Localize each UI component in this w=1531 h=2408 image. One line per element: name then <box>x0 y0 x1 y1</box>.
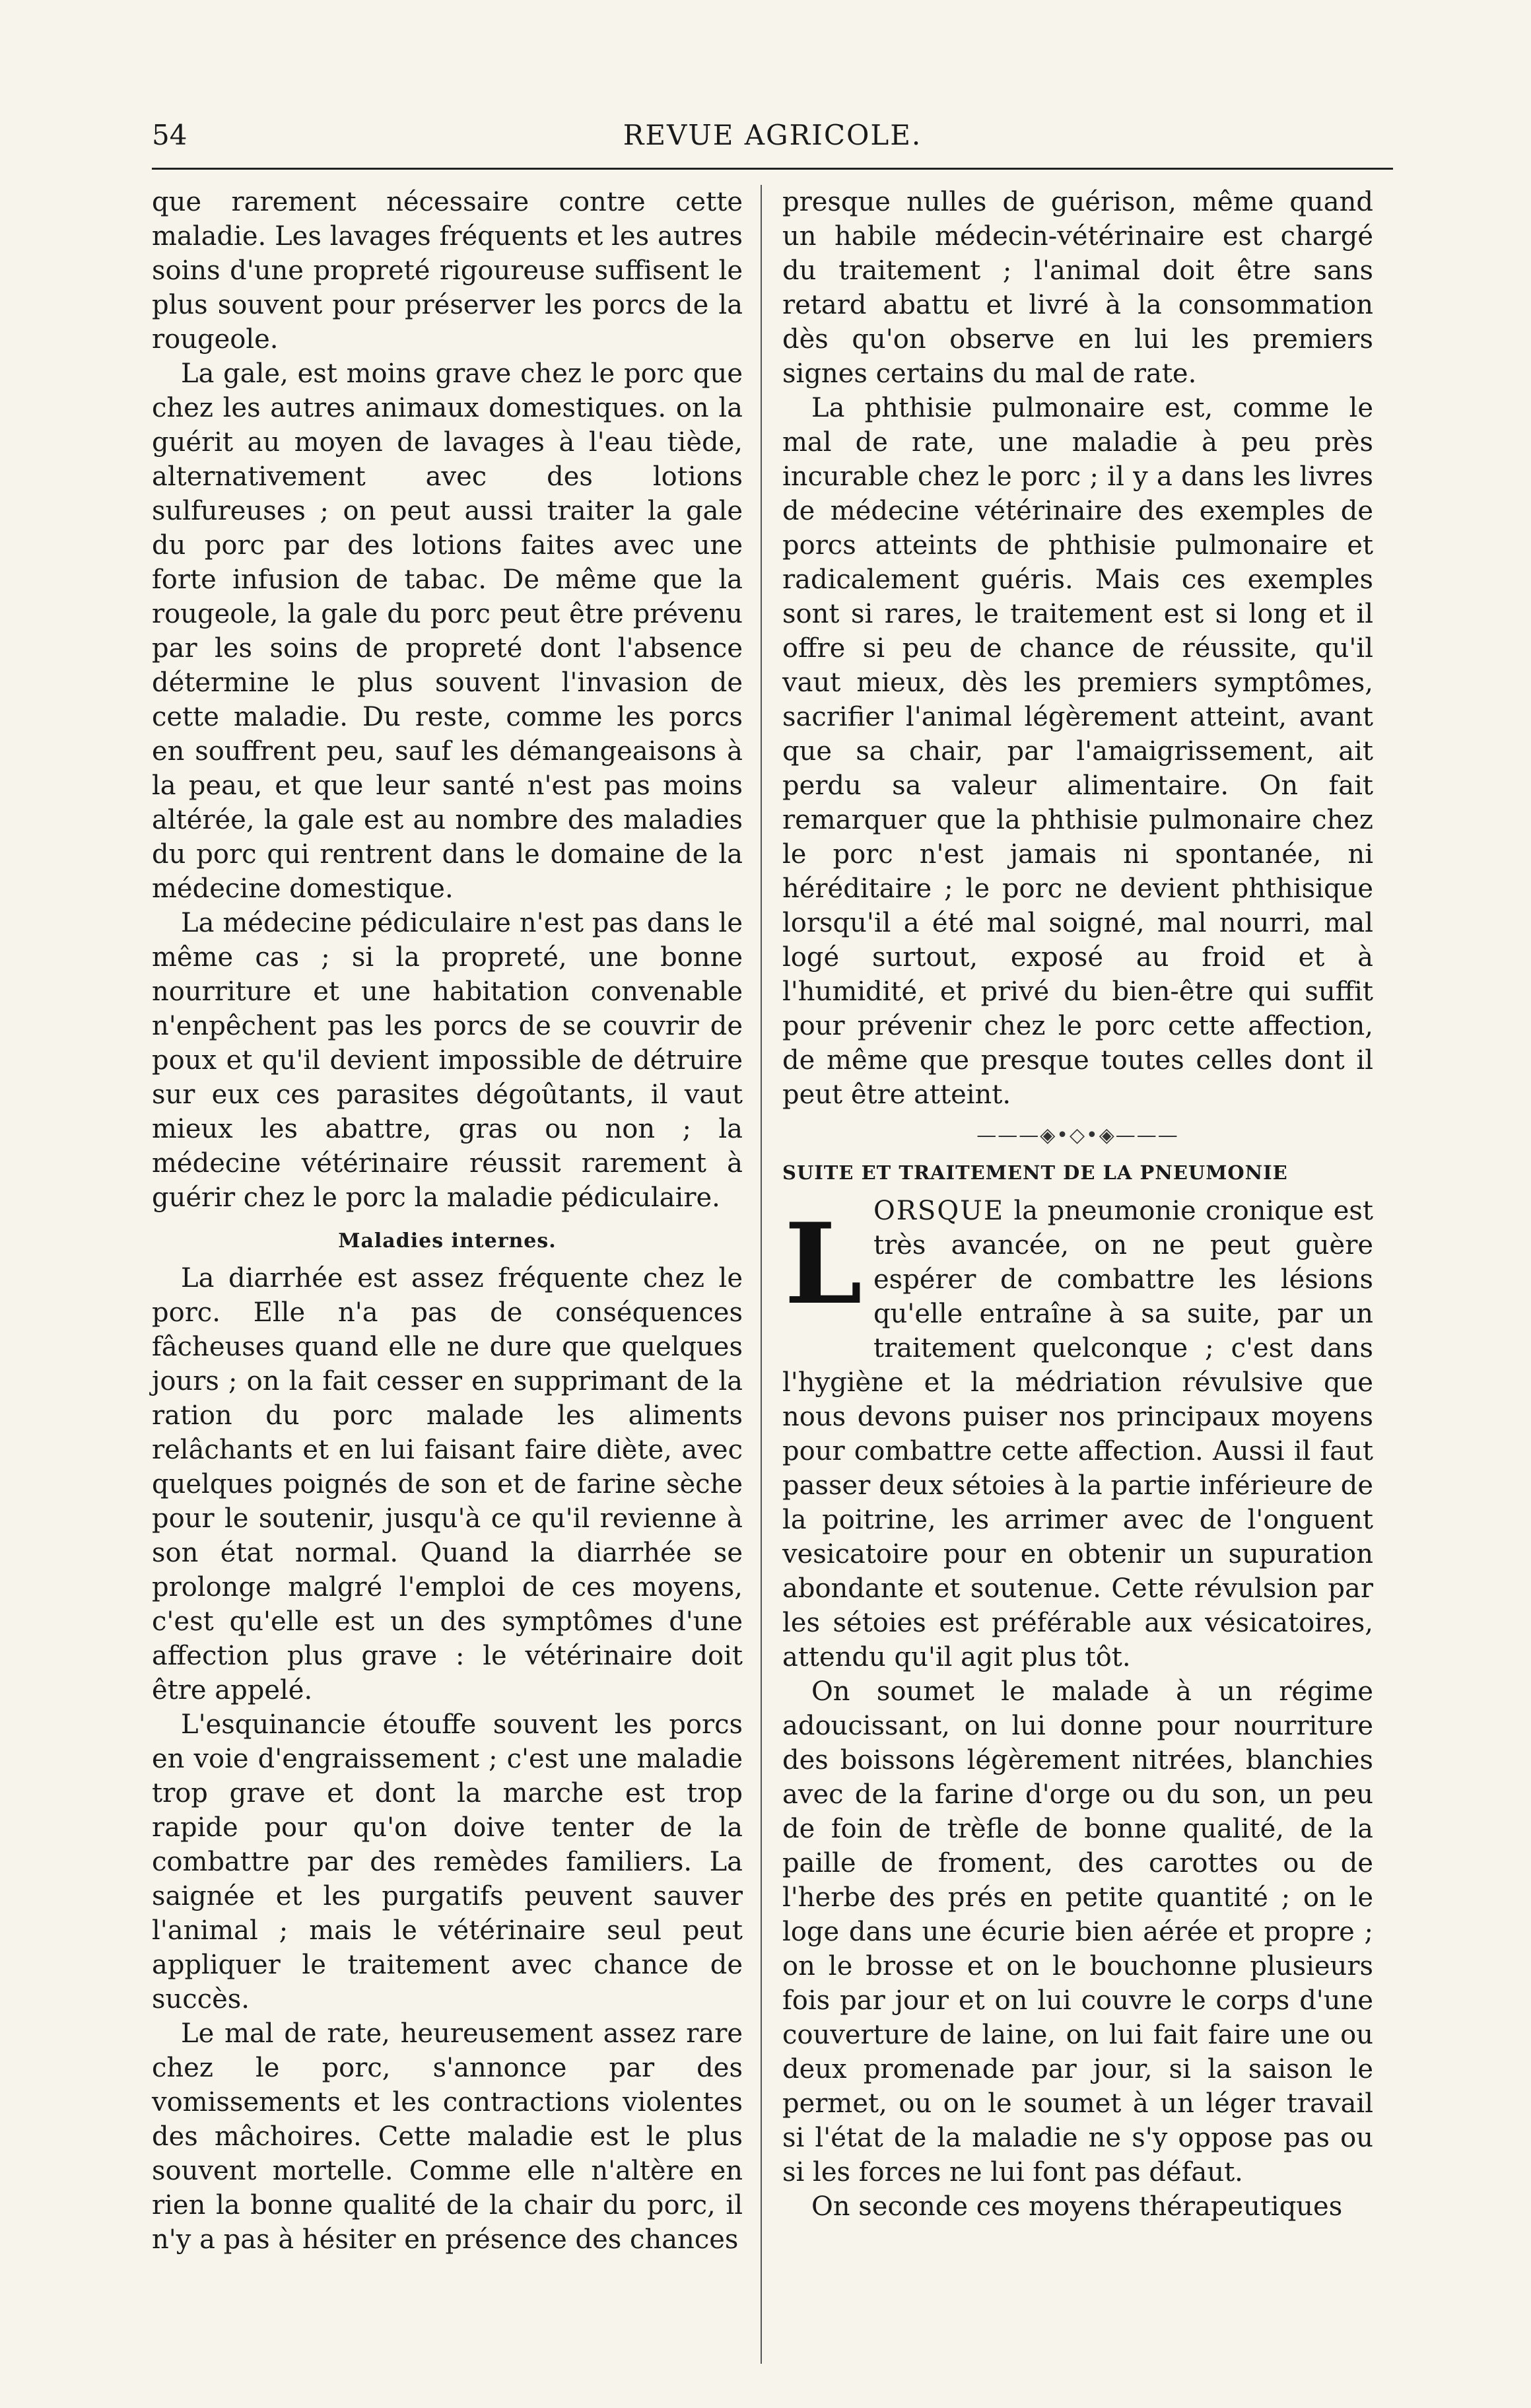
paragraph: que rarement nécessaire contre cette maladie. Les lavages fréquents et les autres soins d'une propreté rigoureuse suffisent le plus souvent pour préserver les porcs de la rougeole. <box>152 187 743 355</box>
right-column <box>782 185 1373 2224</box>
left-column <box>152 185 743 2257</box>
first-word: ORSQUE <box>873 1196 1005 1226</box>
paragraph: On seconde ces moyens thérapeutiques <box>811 2191 1343 2222</box>
paragraph-with-dropcap <box>782 1194 1373 1674</box>
paragraph: La phthisie pulmonaire est, comme le mal de rate, une maladie à peu près incurable chez le porc ; il y a dans les livres de médecine vétérinaire des exemples de porcs atteints de phthisie pulmonaire et radicalement guéris. Mais ces exemples sont si rares, le traitement est si long et il offre si peu de chance de réussite, qu'il vaut mieux, dès les premiers symptômes, sacrifier l'animal légèrement atteint, avant que sa chair, par l'amaigrissement, ait perdu sa valeur alimentaire. On fait remarquer que la phthisie pulmonaire chez le porc n'est jamais ni spontanée, ni héréditaire ; le porc ne devient phthisique lorsqu'il a été mal soigné, mal nourri, mal logé surtout, exposé au froid et à l'humidité, et privé du bien-être qui suffit pour prévenir chez le porc cette affection, de même que presque toutes celles dont il peut être atteint. <box>782 393 1373 1110</box>
subheading: Maladies internes. <box>338 1229 557 1253</box>
paragraph: presque nulles de guérison, même quand un habile médecin-vétérinaire est chargé du traitement ; l'animal doit être sans retard abattu et livré à la consommation dès qu'on observe en lui les premiers signes certains du mal de rate. <box>782 187 1373 389</box>
paragraph-text: la pneumonie cronique est très avancée, on ne peut guère espérer de combattre les lésions qu'elle entraîne à sa suite, par un traitement quelconque ; c'est dans l'hygiène et la médriation révulsive que nous devons puiser nos principaux moyens pour combattre cette affection. Aussi il faut passer deux sétoies à la partie inférieure de la poitrine, les arrimer avec de l'onguent vesicatoire pour en obtenir un supuration abondante et soutenue. Cette révulsion par les sétoies est préférable aux vésicatoires, attendu qu'il agit plus tôt. <box>782 1196 1373 1672</box>
paragraph: La gale, est moins grave chez le porc que chez les autres animaux domestiques. on la guérit au moyen de lavages à l'eau tiède, alternativement avec des lotions sulfureuses ; on peut aussi traiter la gale du porc par des lotions faites avec une forte infusion de tabac. De même que la rougeole, la gale du porc peut être prévenu par les soins de propreté dont l'absence détermine le plus souvent l'invasion de cette maladie. Du reste, comme les porcs en souffrent peu, sauf les démangeaisons à la peau, et que leur santé n'est pas moins altérée, la gale est au nombre des maladies du porc qui rentrent dans le domaine de la médecine domestique. <box>152 359 743 904</box>
page-number: 54 <box>152 119 187 151</box>
page <box>152 119 1393 2364</box>
section-title: SUITE ET TRAITEMENT DE LA PNEUMONIE <box>782 1161 1288 1184</box>
paragraph: La diarrhée est assez fréquente chez le porc. Elle n'a pas de conséquences fâcheuses quand elle ne dure que quelques jours ; on la fait cesser en supprimant de la ration du porc malade les aliments relâchants et en lui faisant faire diète, avec quelques poignés de son et de farine sèche pour le soutenir, jusqu'à ce qu'il revienne à son état normal. Quand la diarrhée se prolonge malgré l'emploi de ces moyens, c'est qu'elle est un des symptômes d'une affection plus grave : le vétérinaire doit être appelé. <box>152 1263 743 1705</box>
dropcap-letter: L <box>784 1198 863 1329</box>
ornament-divider: ———◈•◇•◈——— <box>976 1124 1179 1147</box>
paragraph: On soumet le malade à un régime adoucissant, on lui donne pour nourriture des boissons légèrement nitrées, blanchies avec de la farine d'orge ou du son, un peu de foin de trèfle de bonne qualité, de la paille de froment, des carottes ou de l'herbe des prés en petite quantité ; on le loge dans une écurie bien aérée et propre ; on le brosse et on le bouchonne plusieurs fois par jour et on lui couvre le corps d'une couverture de laine, on lui fait faire une ou deux promenade par jour, si la saison le permet, ou on le soumet à un léger travail si l'état de la maladie ne s'y oppose pas ou si les forces ne lui font pas défaut. <box>782 1676 1373 2187</box>
paragraph: Le mal de rate, heureusement assez rare chez le porc, s'annonce par des vomissements et les contractions violentes des mâchoires. Cette maladie est le plus souvent mortelle. Comme elle n'altère en rien la bonne qualité de la chair du porc, il n'y a pas à hésiter en présence des chances <box>152 2018 743 2255</box>
header-rule <box>152 168 1393 170</box>
paragraph: La médecine pédiculaire n'est pas dans le même cas ; si la propreté, une bonne nourriture et une habitation convenable n'enpêchent pas les porcs de se couvrir de poux et qu'il devient impossible de détruire sur eux ces parasites dégoûtants, il vaut mieux les abattre, gras ou non ; la médecine vétérinaire réussit rarement à guérir chez le porc la maladie pédiculaire. <box>152 908 743 1213</box>
column-divider <box>761 185 762 2364</box>
paragraph: L'esquinancie étouffe souvent les porcs en voie d'engraissement ; c'est une maladie trop grave et dont la marche est trop rapide pour qu'on doive tenter de la combattre par des remèdes familiers. La saignée et les purgatifs peuvent sauver l'animal ; mais le vétérinaire seul peut appliquer le traitement avec chance de succès. <box>152 1709 743 2014</box>
page-header <box>152 119 1393 165</box>
running-title: REVUE AGRICOLE. <box>623 119 922 151</box>
